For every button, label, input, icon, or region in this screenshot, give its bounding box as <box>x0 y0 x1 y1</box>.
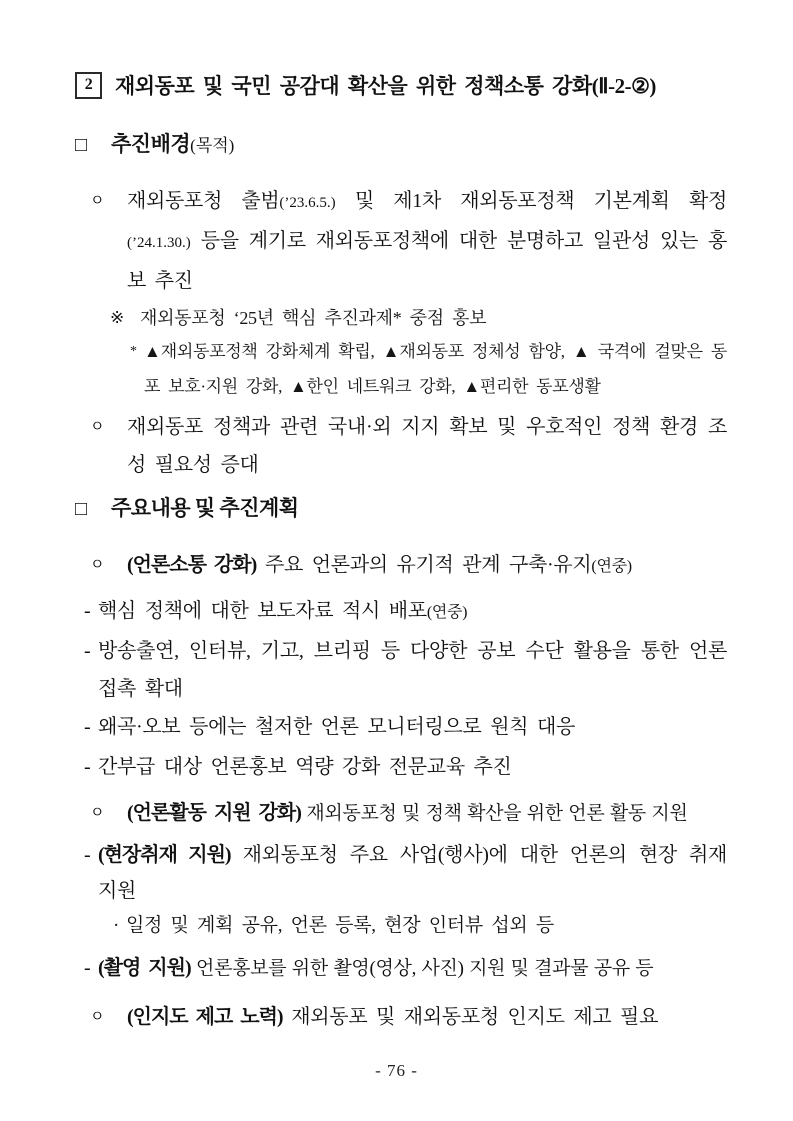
dash-text: 왜곡·오보 등에는 철저한 언론 모니터링으로 원칙 대응 <box>98 716 575 738</box>
dash-bullet-icon: - <box>84 756 91 778</box>
dash-text: (촬영 지원) 언론홍보를 위한 촬영(영상, 사진) 지원 및 결과물 공유 등 <box>98 957 654 979</box>
circle-bullet-icon: ㅇ <box>90 419 105 435</box>
dash-item <box>75 592 727 632</box>
dash-text: 간부급 대상 언론홍보 역량 강화 전문교육 추진 <box>98 756 512 778</box>
dash-bullet-icon: - <box>84 844 91 866</box>
dash-text: 방송출연, 인터뷰, 기고, 브리핑 등 다양한 공보 수단 활용을 통한 언론 접촉 확대 <box>98 640 727 700</box>
section-header-plan <box>75 492 727 522</box>
bullet-item <box>75 998 727 1036</box>
circle-bullet-icon: ㅇ <box>90 805 105 821</box>
dash-text: 핵심 정책에 대한 보도자료 적시 배포(연중) <box>98 600 468 622</box>
dash-bullet-icon: - <box>84 716 91 738</box>
section-header-label: 주요내용 및 추진계획 <box>111 496 299 520</box>
bullet-item <box>75 546 727 586</box>
dash-item <box>75 748 727 786</box>
circle-bullet-icon: ㅇ <box>90 193 105 209</box>
section-header-background <box>75 128 727 158</box>
note-item <box>75 302 727 334</box>
dash-item <box>75 949 727 988</box>
bullet-text: (언론활동 지원 강화) 재외동포청 및 정책 확산을 위한 언론 활동 지원 <box>127 802 688 824</box>
section-header-suffix: (목적) <box>190 136 235 155</box>
dash-text: (현장취재 지원) 재외동포청 주요 사업(행사)에 대한 언론의 현장 취재 지원 <box>98 844 727 902</box>
document-title-row <box>75 70 727 100</box>
bullet-text: (인지도 제고 노력) 재외동포 및 재외동포청 인지도 제고 필요 <box>127 1006 659 1028</box>
note-text: 재외동포청 ‘25년 핵심 추진과제* 중점 홍보 <box>140 308 487 328</box>
reference-mark-icon: ※ <box>110 308 125 327</box>
bold-lead: (언론활동 지원 강화) <box>127 802 301 824</box>
section-header-label: 추진배경 <box>111 132 191 156</box>
dash-item <box>75 837 727 909</box>
bullet-text: 재외동포 정책과 관련 국내·외 지지 확보 및 우호적인 정책 환경 조성 필요성 증대 <box>127 416 727 476</box>
bold-lead: (현장취재 지원) <box>98 844 231 866</box>
document-content <box>75 70 727 1036</box>
dot-text: 일정 및 계획 공유, 언론 등록, 현장 인터뷰 섭외 등 <box>126 915 554 936</box>
square-bullet-icon: □ <box>75 498 87 520</box>
dash-bullet-icon: - <box>84 600 91 622</box>
circle-bullet-icon: ㅇ <box>90 557 105 573</box>
bullet-text: 재외동포청 출범(’23.6.5.) 및 제1차 재외동포정책 기본계획 확정 (’24.1.30.) 등을 계기로 재외동포정책에 대한 분명하고 일관성 있는 홍보 추진 <box>127 190 728 292</box>
dash-item <box>75 632 727 708</box>
bullet-item <box>75 182 727 300</box>
middot-bullet-icon: · <box>113 915 120 936</box>
bullet-item <box>75 408 727 484</box>
dash-bullet-icon: - <box>84 957 91 979</box>
circle-bullet-icon: ㅇ <box>90 1009 105 1025</box>
bold-lead: (언론소통 강화) <box>127 554 257 576</box>
subnote-item <box>75 334 727 404</box>
dot-item <box>75 909 727 943</box>
bullet-item <box>75 794 727 833</box>
dash-bullet-icon: - <box>84 640 91 662</box>
title-index-box: 2 <box>75 72 102 99</box>
document-title: 재외동포 및 국민 공감대 확산을 위한 정책소통 강화(Ⅱ-2-②) <box>115 74 656 98</box>
bold-lead: (촬영 지원) <box>98 957 191 979</box>
square-bullet-icon: □ <box>75 134 87 156</box>
subnote-text: ▲재외동포정책 강화체계 확립, ▲재외동포 정체성 함양, ▲ 국격에 걸맞은 동포 보호·지원 강화, ▲한인 네트워크 강화, ▲편리한 동포생활 <box>144 342 727 396</box>
page-number: - 76 - <box>375 1061 418 1080</box>
dash-item <box>75 708 727 746</box>
bullet-text: (언론소통 강화) 주요 언론과의 유기적 관계 구축·유지(연중) <box>127 554 632 576</box>
bold-lead: (인지도 제고 노력) <box>127 1006 283 1028</box>
asterisk-icon: * <box>130 344 137 359</box>
